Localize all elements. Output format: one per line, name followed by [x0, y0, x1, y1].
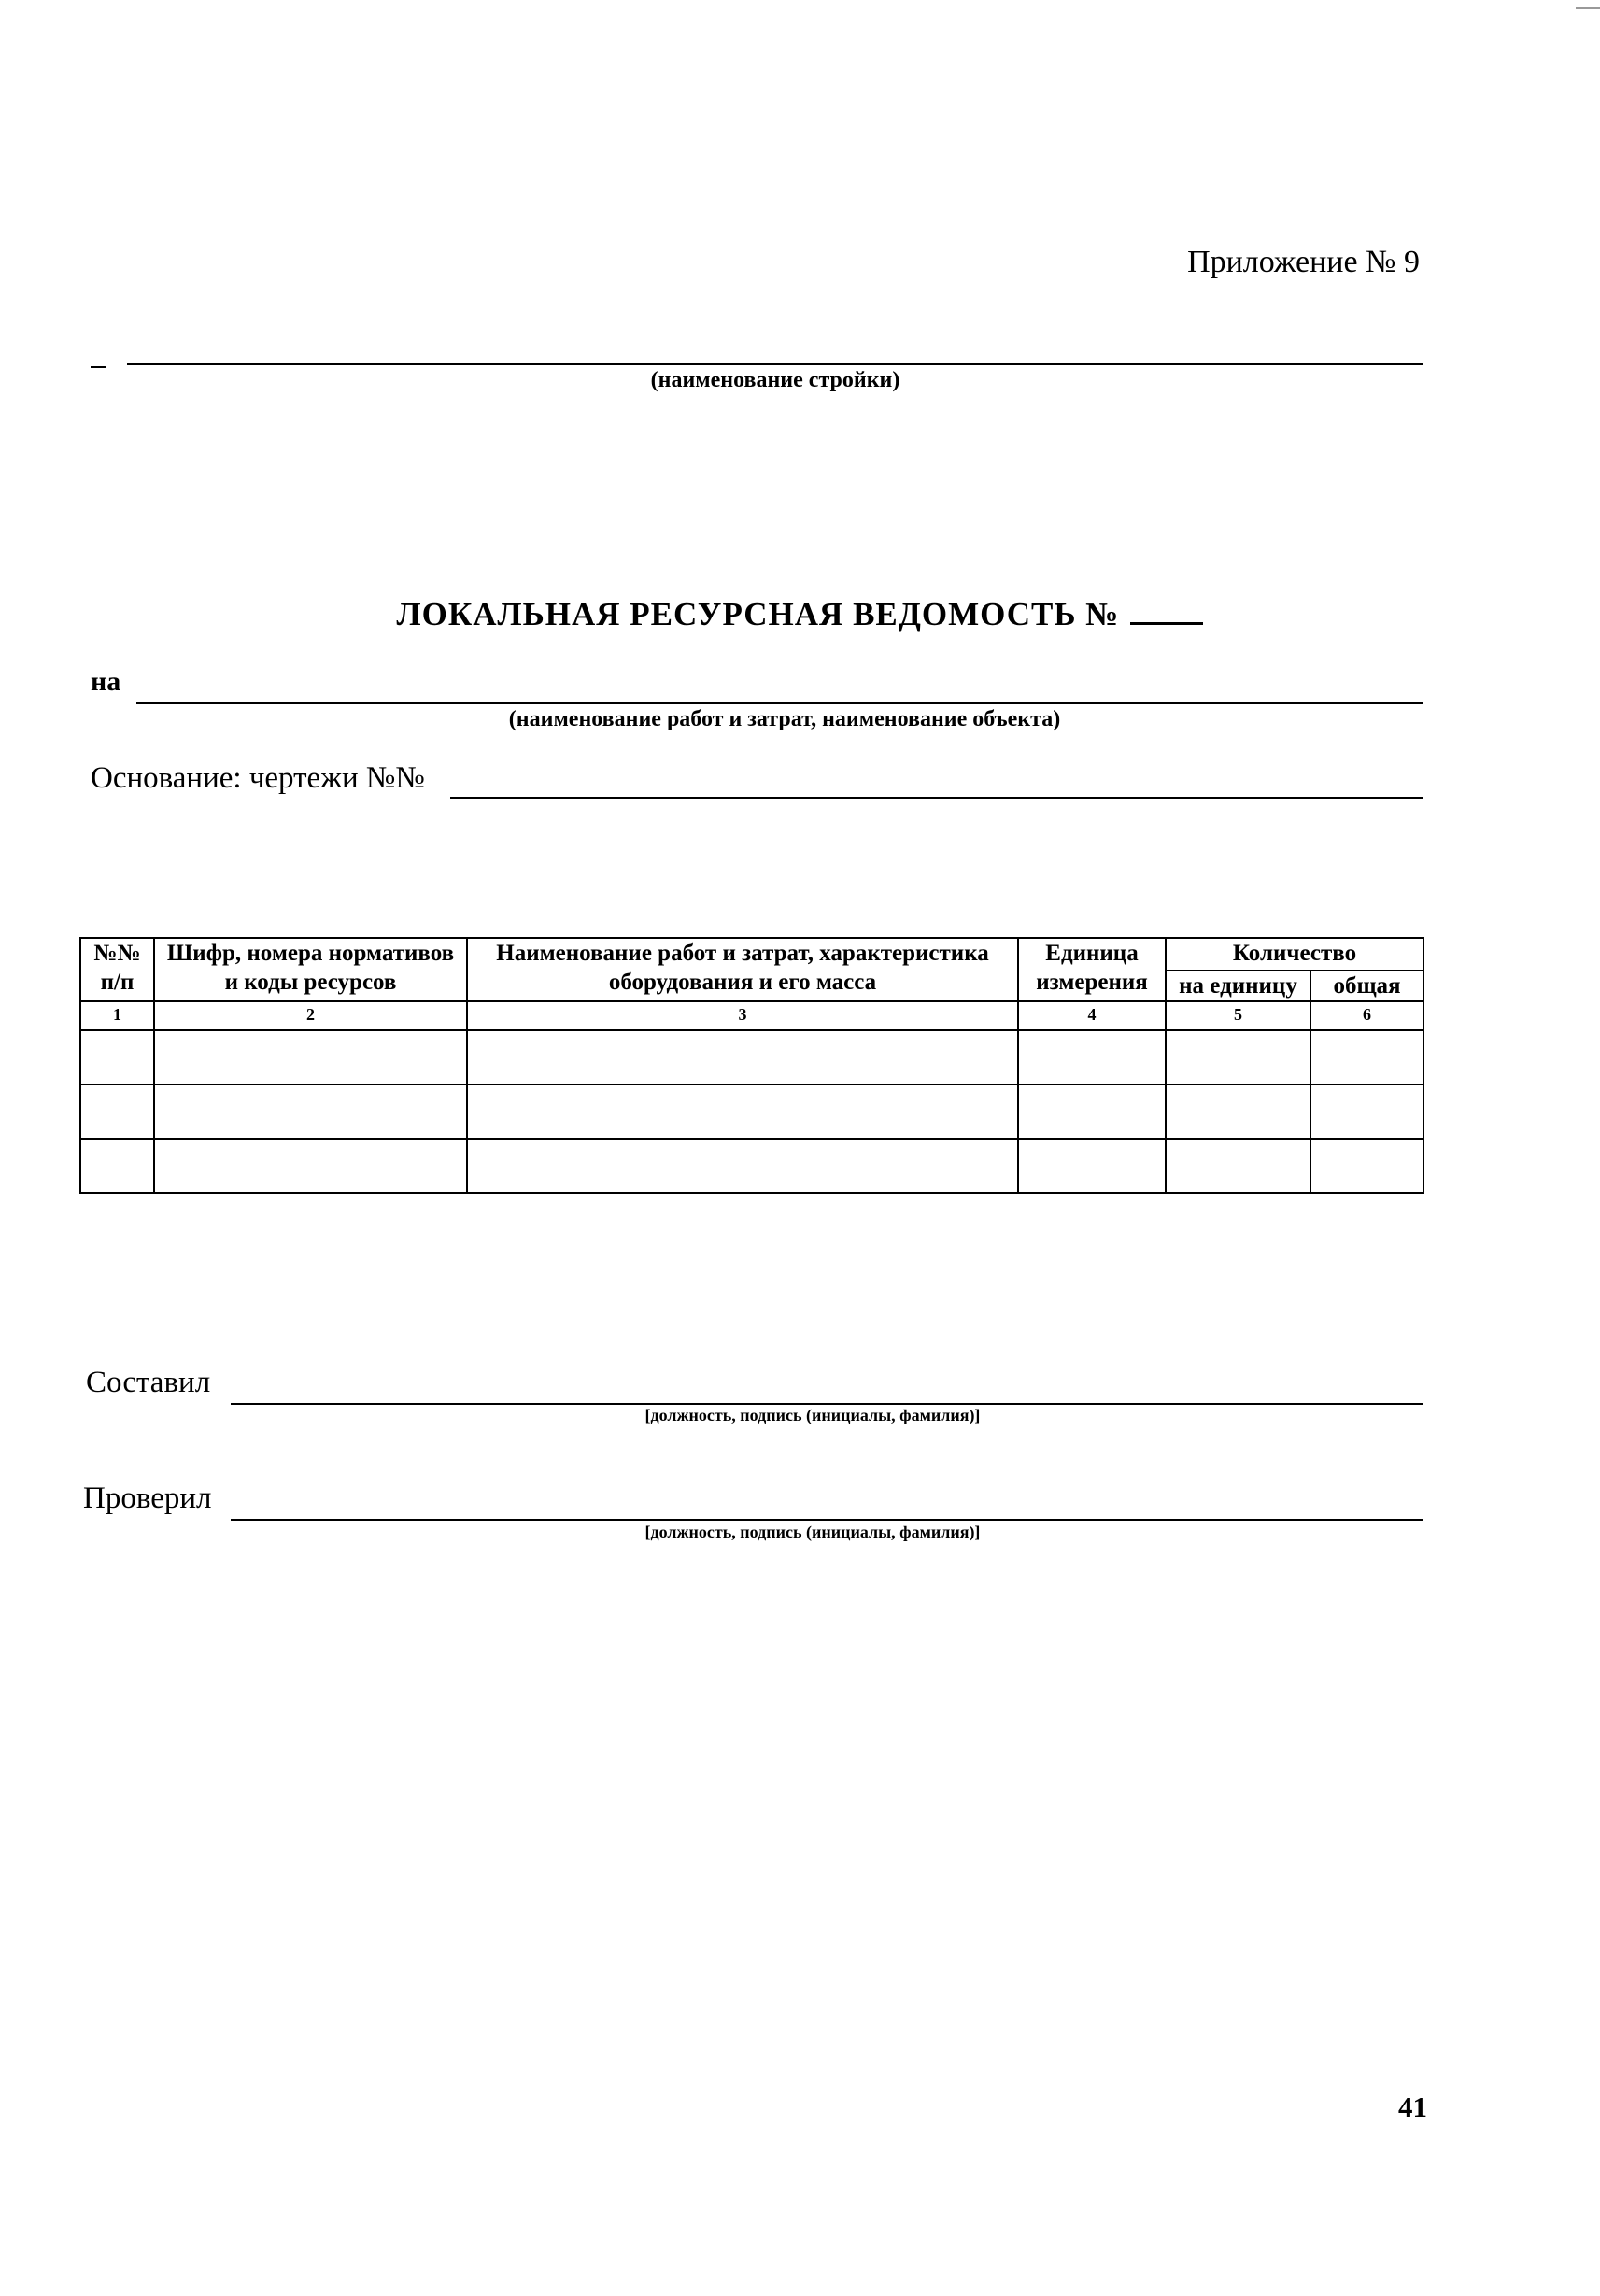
header-cell-name: Наименование работ и затрат, характеристика оборудования и его масса	[467, 938, 1018, 1001]
table-cell[interactable]	[154, 1139, 467, 1193]
drawings-number-line[interactable]	[450, 797, 1423, 799]
table-cell[interactable]	[80, 1084, 154, 1139]
resource-table	[79, 937, 1424, 1194]
header-cell-quantity: Количество	[1166, 938, 1423, 971]
table-cell[interactable]	[1166, 1084, 1310, 1139]
table-cell[interactable]	[1018, 1030, 1166, 1084]
column-number-row	[80, 1001, 1423, 1030]
construction-name-line[interactable]	[127, 363, 1423, 365]
table-cell[interactable]	[1018, 1084, 1166, 1139]
table-cell[interactable]	[1018, 1139, 1166, 1193]
page-number: 41	[1398, 2090, 1427, 2123]
table-header-row	[80, 938, 1423, 971]
header-cell-per-unit: на единицу	[1166, 971, 1310, 1001]
document-title	[0, 596, 1600, 633]
compiled-by-label: Составил	[86, 1366, 211, 1399]
checked-by-caption: [должность, подпись (инициалы, фамилия)]	[644, 1523, 981, 1541]
header-cell-code: Шифр, номера нормативов и коды ресурсов	[154, 938, 467, 1001]
checked-by-line[interactable]	[231, 1519, 1423, 1521]
table-cell[interactable]	[1310, 1030, 1423, 1084]
column-number: 4	[1018, 1001, 1166, 1030]
checked-by-label: Проверил	[83, 1481, 212, 1515]
column-number: 3	[467, 1001, 1018, 1030]
header-cell-total: общая	[1310, 971, 1423, 1001]
work-name-line[interactable]	[136, 702, 1423, 704]
table-row	[80, 1084, 1423, 1139]
table-cell[interactable]	[80, 1030, 154, 1084]
construction-name-caption: (наименование стройки)	[650, 368, 900, 392]
table-cell[interactable]	[1310, 1084, 1423, 1139]
table-cell[interactable]	[1310, 1139, 1423, 1193]
basis-label: Основание: чертежи №№	[91, 761, 425, 795]
compiled-by-line[interactable]	[231, 1403, 1423, 1405]
appendix-label: Приложение № 9	[1187, 245, 1420, 279]
column-number: 5	[1166, 1001, 1310, 1030]
column-number: 2	[154, 1001, 467, 1030]
column-number: 6	[1310, 1001, 1423, 1030]
table-cell[interactable]	[467, 1139, 1018, 1193]
table-row	[80, 1139, 1423, 1193]
scan-mark	[1576, 7, 1600, 9]
column-number: 1	[80, 1001, 154, 1030]
table-cell[interactable]	[154, 1030, 467, 1084]
table-cell[interactable]	[1166, 1030, 1310, 1084]
document-title-text: ЛОКАЛЬНАЯ РЕСУРСНАЯ ВЕДОМОСТЬ №	[396, 596, 1120, 632]
table-row	[80, 1030, 1423, 1084]
table-cell[interactable]	[80, 1139, 154, 1193]
margin-mark	[91, 366, 106, 368]
table-cell[interactable]	[154, 1084, 467, 1139]
for-label: на	[91, 666, 121, 697]
table-cell[interactable]	[467, 1084, 1018, 1139]
work-name-caption: (наименование работ и затрат, наименование объекта)	[508, 707, 1061, 731]
compiled-by-caption: [должность, подпись (инициалы, фамилия)]	[644, 1406, 981, 1424]
table-cell[interactable]	[467, 1030, 1018, 1084]
header-cell-unit: Единица измерения	[1018, 938, 1166, 1001]
table-cell[interactable]	[1166, 1139, 1310, 1193]
header-cell-number: №№ п/п	[80, 938, 154, 1001]
document-number-field[interactable]	[1130, 598, 1203, 625]
